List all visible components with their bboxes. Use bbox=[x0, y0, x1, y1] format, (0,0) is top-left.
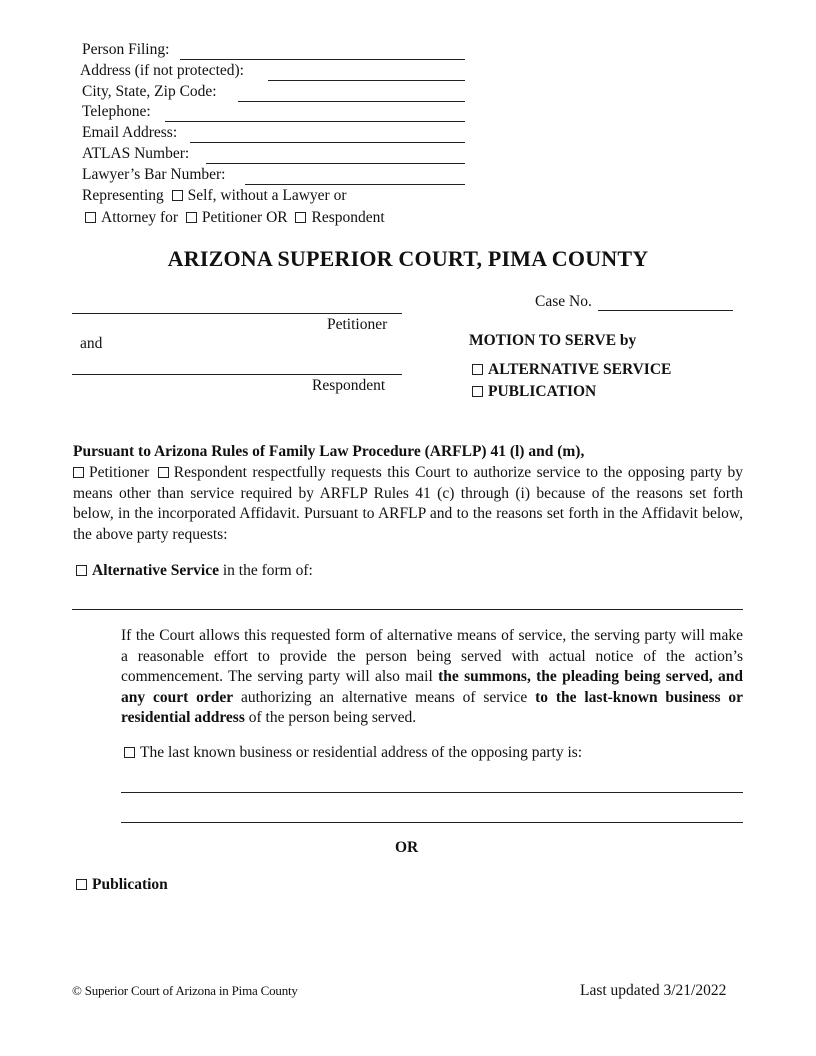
or-label: OR bbox=[395, 839, 419, 856]
request-paragraph bbox=[73, 463, 743, 545]
attorney-option-label: Attorney for bbox=[101, 209, 179, 226]
bar-number-label: Lawyer’s Bar Number: bbox=[82, 166, 226, 183]
city-state-zip-field[interactable] bbox=[238, 101, 465, 102]
rules-heading: Pursuant to Arizona Rules of Family Law Procedure (ARFLP) 41 (l) and (m), bbox=[73, 443, 585, 460]
motion-publication-checkbox[interactable] bbox=[472, 386, 483, 397]
publication-row bbox=[76, 875, 168, 895]
publication-checkbox[interactable] bbox=[76, 879, 87, 890]
alt-service-label: Alternative Service bbox=[92, 562, 219, 579]
telephone-label: Telephone: bbox=[82, 103, 151, 120]
bar-number-field[interactable] bbox=[245, 184, 465, 185]
motion-alt-service-label: ALTERNATIVE SERVICE bbox=[488, 361, 672, 378]
representing-row bbox=[82, 186, 347, 206]
effort-text-3: of the person being served. bbox=[248, 709, 417, 726]
alt-service-row bbox=[76, 561, 313, 581]
address-label: Address (if not protected): bbox=[80, 62, 244, 79]
and-label: and bbox=[80, 335, 103, 352]
case-no-field[interactable] bbox=[598, 310, 733, 311]
request-respondent-label: Respondent bbox=[173, 464, 247, 481]
publication-label: Publication bbox=[92, 876, 168, 893]
email-label: Email Address: bbox=[82, 124, 178, 141]
person-filing-field[interactable] bbox=[180, 59, 465, 60]
effort-paragraph bbox=[121, 626, 743, 729]
request-petitioner-label: Petitioner bbox=[89, 464, 150, 481]
motion-alt-service-row bbox=[472, 360, 671, 380]
self-checkbox[interactable] bbox=[172, 190, 183, 201]
atlas-field[interactable] bbox=[206, 163, 465, 164]
respondent-rep-checkbox[interactable] bbox=[295, 212, 306, 223]
motion-publication-label: PUBLICATION bbox=[488, 383, 597, 400]
last-known-row bbox=[124, 743, 582, 763]
petitioner-rep-checkbox[interactable] bbox=[186, 212, 197, 223]
respondent-label: Respondent bbox=[312, 377, 386, 394]
case-no-label: Case No. bbox=[535, 293, 592, 310]
petitioner-rep-label: Petitioner OR bbox=[201, 209, 288, 226]
request-petitioner-checkbox[interactable] bbox=[73, 467, 84, 478]
alt-service-checkbox[interactable] bbox=[76, 565, 87, 576]
address-field[interactable] bbox=[268, 80, 465, 81]
petitioner-label: Petitioner bbox=[327, 316, 388, 333]
effort-text-1: If the Court allows this requested form of alternative means of service, the serving party will make a reasonable effort to provide the person being served with actual notice of the action’s commencement. The serving party will also mail bbox=[121, 627, 743, 685]
respondent-rep-label: Respondent bbox=[311, 209, 385, 226]
last-known-checkbox[interactable] bbox=[124, 747, 135, 758]
motion-publication-row bbox=[472, 382, 596, 402]
footer-last-updated: Last updated 3/21/2022 bbox=[580, 982, 727, 999]
effort-bold-2: to the last-known business or residential address bbox=[121, 688, 744, 726]
request-text: respectfully requests this Court to authorize service to the opposing party by means other than service required by ARFLP Rules 41 (c) through (i) because of the reasons set forth below, in the incorporated Affidavit. Pursuant to ARFLP and to the reasons set forth in the Affidavit below, the above party requests: bbox=[73, 464, 743, 543]
footer-copyright: © Superior Court of Arizona in Pima County bbox=[72, 983, 298, 998]
effort-bold-1: the summons, the pleading being served, and any court order bbox=[121, 668, 743, 706]
representing-label: Representing bbox=[82, 187, 164, 204]
court-title: ARIZONA SUPERIOR COURT, PIMA COUNTY bbox=[167, 246, 649, 271]
attorney-checkbox[interactable] bbox=[85, 212, 96, 223]
alt-service-suffix: in the form of: bbox=[222, 562, 313, 579]
address-line-1[interactable] bbox=[121, 792, 743, 793]
attorney-row bbox=[85, 208, 385, 228]
respondent-name-field[interactable] bbox=[72, 374, 402, 375]
last-known-label: The last known business or residential address of the opposing party is: bbox=[140, 744, 583, 761]
address-line-2[interactable] bbox=[121, 822, 743, 823]
request-respondent-checkbox[interactable] bbox=[158, 467, 169, 478]
person-filing-label: Person Filing: bbox=[82, 41, 170, 58]
petitioner-name-field[interactable] bbox=[72, 313, 402, 314]
atlas-label: ATLAS Number: bbox=[82, 145, 190, 162]
city-state-zip-label: City, State, Zip Code: bbox=[82, 83, 217, 100]
email-field[interactable] bbox=[190, 142, 465, 143]
self-option-label: Self, without a Lawyer or bbox=[187, 187, 347, 204]
effort-text-2: authorizing an alternative means of service bbox=[240, 688, 528, 706]
motion-title: MOTION TO SERVE by bbox=[469, 332, 637, 349]
alt-service-field[interactable] bbox=[72, 609, 743, 610]
telephone-field[interactable] bbox=[165, 121, 465, 122]
motion-alt-service-checkbox[interactable] bbox=[472, 364, 483, 375]
